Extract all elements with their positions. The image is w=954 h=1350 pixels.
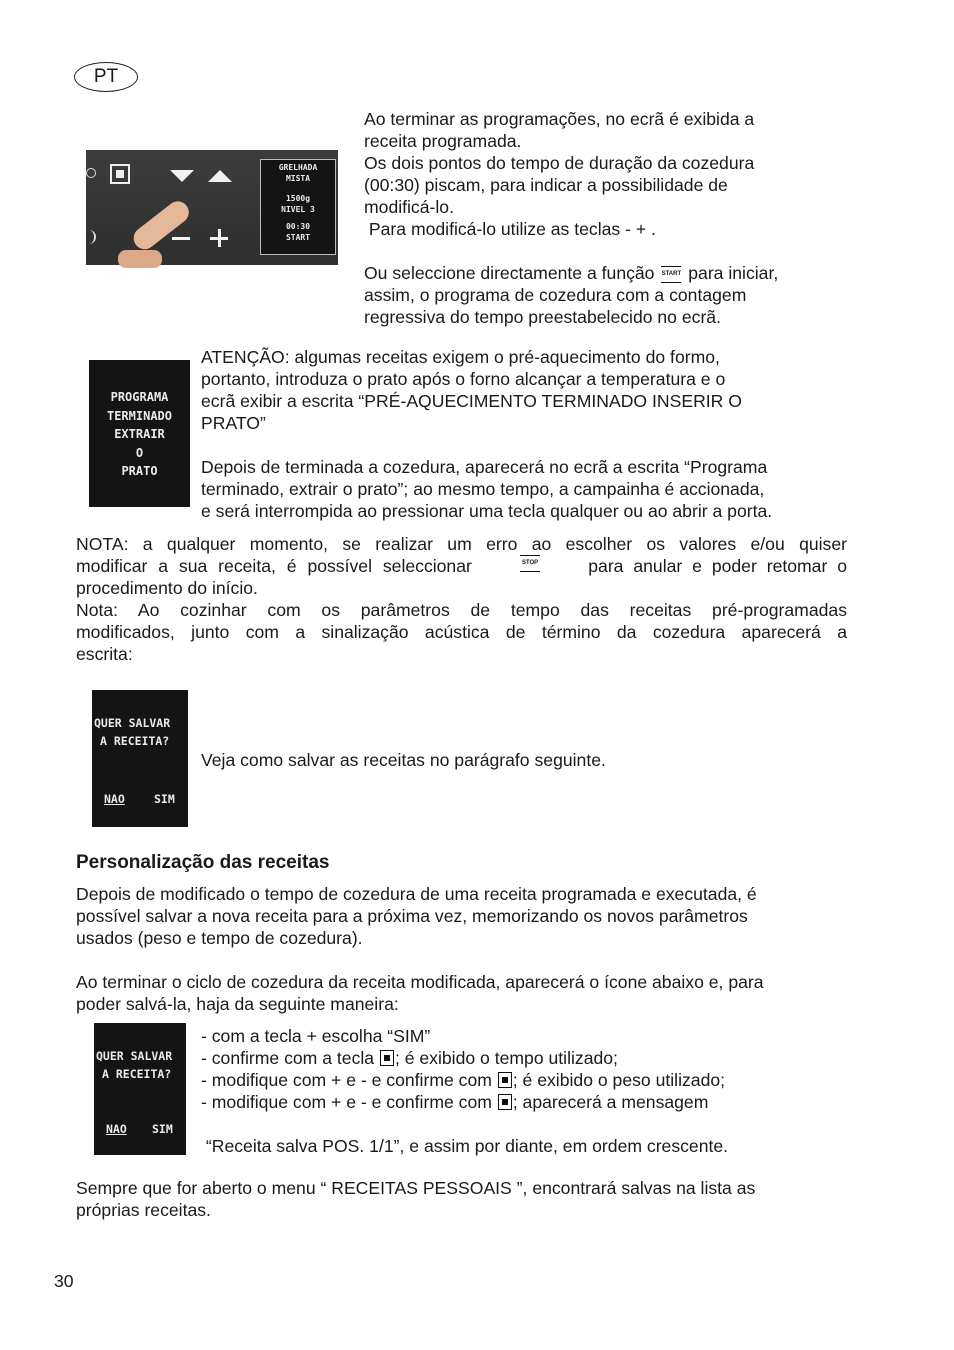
text-line: e será interrompida ao pressionar uma tecla qualquer ou ao abrir a porta. [201,501,773,521]
display-line: PROGRAMA [110,390,169,404]
text-fragment: para iniciar, [683,263,779,283]
text-line: PRATO” [201,413,266,433]
save-recipe-display [94,1023,186,1155]
program-finished-display [89,360,190,507]
display-line: NIVEL 3 [281,204,315,214]
display-line: START [285,232,311,242]
text-line: escrita: [76,644,133,664]
text-line: modificados, junto com a sinalização acústica de término da cozedura aparecerá a [76,622,847,642]
start-key-icon: START [661,266,681,283]
see-next-paragraph: Veja como salvar as receitas no parágrafo seguinte. [201,750,606,770]
text-fragment: - modifique com + e - e confirme com [201,1092,497,1112]
stop-key-icon: STOP [520,555,540,572]
section-heading: Personalização das receitas [76,852,330,873]
side-icon-top [86,168,96,178]
arrow-up-icon [208,170,232,182]
display-line: O [135,445,144,460]
step-item [201,1047,851,1069]
text-line: ATENÇÃO: algumas receitas exigem o pré-aquecimento do formo, [201,347,720,367]
side-icon-bottom [86,230,96,244]
display-line: QUER SALVAR [96,1049,173,1063]
text-fragment: Ou seleccione directamente a função [364,263,660,283]
yes-option: SIM [152,1122,173,1136]
step-item [201,1069,851,1091]
text-line: possível salvar a nova receita para a próxima vez, memorizando os novos parâmetros [76,906,748,926]
closing-paragraph [76,1177,848,1221]
save-recipe-display [92,690,188,827]
display-line: TERMINADO [106,408,173,423]
display-line: GRELHADA [278,163,318,172]
text-line: modificá-lo. [364,197,454,217]
text-line: Ao terminar o ciclo de cozedura da receita modificada, aparecerá o ícone abaixo e, para [76,972,764,992]
no-option: NAO [104,792,125,806]
text-fragment: - confirme com a tecla [201,1048,379,1068]
text-line: terminado, extrair o prato”; ao mesmo tempo, a campainha é accionada, [201,479,765,499]
text-fragment: para anular e poder retomar o [588,556,847,576]
plus-icon [210,229,228,247]
confirm-key-icon [498,1094,512,1110]
display-line: EXTRAIR [114,427,165,441]
language-badge: PT [74,62,138,92]
oven-display [260,159,336,255]
yes-option: SIM [154,792,175,806]
text-line: Depois de terminada a cozedura, aparecerá no ecrã a escrita “Programa [201,457,768,477]
attention-paragraph [201,346,851,522]
text-line: Ao terminar as programações, no ecrã é exibida a [364,109,755,129]
nota-paragraph [76,533,847,665]
text-line: NOTA: a qualquer momento, se realizar um erro ao escolher os valores e/ou quiser [76,534,847,554]
display-line: 00:30 [285,222,311,231]
text-fragment: - modifique com + e - e confirme com [201,1070,497,1090]
steps-list [201,1025,851,1157]
hand-finger-image [116,230,196,266]
display-line: 1500g [285,194,311,203]
section-paragraph-2 [76,971,848,1015]
section-paragraph-1 [76,883,848,949]
text-line: Sempre que for aberto o menu “ RECEITAS PESSOAIS ”, encontrará salvas na lista as [76,1178,756,1198]
text-line: regressiva do tempo preestabelecido no ecrã. [364,307,721,327]
display-line: PRATO [121,464,158,478]
display-line: A RECEITA? [102,1067,172,1081]
text-fragment: ; é exibido o peso utilizado; [512,1070,726,1090]
text-line: (00:30) piscam, para indicar a possibilidade de [364,175,728,195]
display-line: QUER SALVAR [94,716,171,730]
arrow-down-icon [170,170,194,182]
confirm-key-icon [498,1072,512,1088]
text-line: assim, o programa de cozedura com a contagem [364,285,747,305]
text-fragment: ; é exibido o tempo utilizado; [394,1048,618,1068]
display-line: A RECEITA? [100,734,170,748]
text-line: Depois de modificado o tempo de cozedura de uma receita programada e executada, é [76,884,757,904]
text-line: receita programada. [364,131,522,151]
text-fragment: modificar a sua receita, é possível seleccionar [76,556,472,576]
confirm-key-icon [380,1050,394,1066]
text-line: ecrã exibir a escrita “PRÉ-AQUECIMENTO TERMINADO INSERIR O [201,391,742,411]
text-line: poder salvá-la, haja da seguinte maneira: [76,994,399,1014]
step-item: - com a tecla + escolha “SIM” [201,1026,431,1046]
text-line: usados (peso e tempo de cozedura). [76,928,363,948]
step-item: “Receita salva POS. 1/1”, e assim por diante, em ordem crescente. [201,1136,729,1156]
stop-square-icon [110,164,130,184]
text-line: Os dois pontos do tempo de duração da cozedura [364,153,755,173]
display-line: MISTA [285,173,311,183]
text-line: procedimento do início. [76,578,258,598]
intro-paragraph [364,108,844,328]
text-line: Para modificá-lo utilize as teclas - + . [364,219,656,239]
text-line: Nota: Ao cozinhar com os parâmetros de tempo das receitas pré-programadas [76,600,847,620]
step-item [201,1091,851,1113]
text-line: portanto, introduza o prato após o forno alcançar a temperatura e o [201,369,726,389]
text-line: próprias receitas. [76,1200,211,1220]
text-fragment: ; aparecerá a mensagem [512,1092,709,1112]
control-panel-image [86,150,338,265]
no-option: NAO [106,1122,127,1136]
page-number: 30 [54,1271,74,1291]
